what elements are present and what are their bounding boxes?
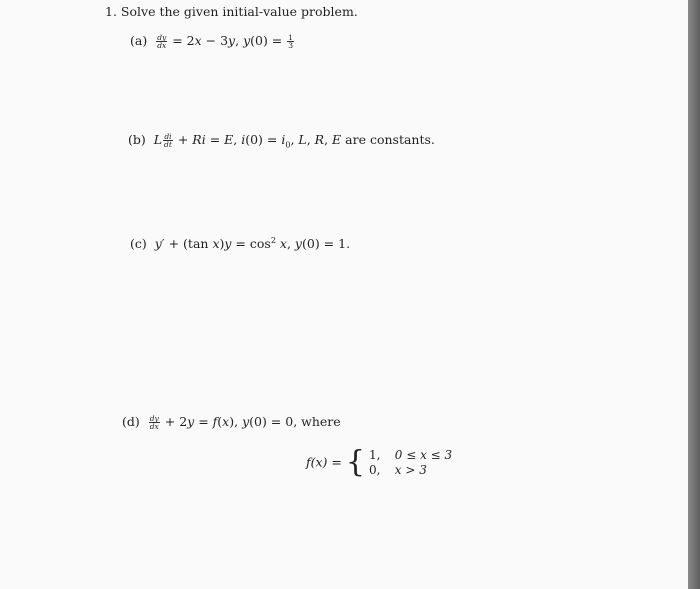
part-c [130, 233, 350, 252]
case-condition: x > 3 [394, 462, 427, 477]
problem-heading [105, 4, 358, 20]
piecewise-case [369, 463, 452, 478]
part-d [122, 414, 341, 430]
problem-instruction: Solve the given initial-value problem. [120, 4, 358, 19]
part-c-equation: y′ + (tan $x)y = \cos^2 x$, y(0) = 1. [154, 236, 351, 252]
part-b-tail: are constants. [345, 132, 435, 147]
case-value: 0, [368, 462, 381, 477]
part-d-label: (d) [122, 414, 140, 429]
case-value: 1, [368, 447, 381, 462]
part-b [128, 132, 435, 154]
part-a-label: (a) [130, 33, 148, 48]
piecewise-definition [306, 444, 453, 480]
part-d-tail: where [301, 414, 341, 429]
part-d-equation: $\frac{dy}{dx}$ + 2y = f(x), y(0) = 0, [149, 414, 302, 431]
part-b-label: (b) [128, 132, 146, 147]
piecewise-cases [369, 448, 452, 478]
part-b-equation: L $\frac{di}{dt}$ + Ri = E, $i(0) = i_0$, L, R, E [153, 132, 342, 150]
left-brace: { [345, 444, 365, 480]
part-a [130, 33, 295, 49]
piecewise-case [369, 448, 452, 463]
page-edge [688, 0, 700, 589]
part-a-equation: $\frac{dy}{dx}$ = 2x − 3y, y(0) = $\frac{1}{3}$ [157, 33, 294, 50]
piecewise-lhs: f(x) = [306, 454, 342, 470]
part-c-label: (c) [130, 236, 147, 252]
case-condition: 0 ≤ x ≤ 3 [394, 447, 453, 462]
problem-number: 1. [105, 4, 117, 19]
